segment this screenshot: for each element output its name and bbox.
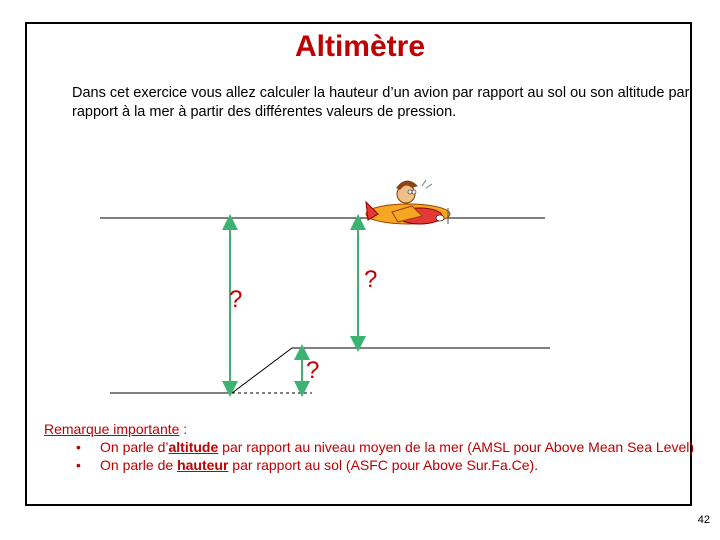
airplane-icon — [366, 180, 450, 224]
bullet-icon: • — [76, 439, 81, 455]
bullet-icon: • — [76, 457, 81, 473]
remark-keyword-altitude: altitude — [168, 439, 219, 455]
remark-heading-label: Remarque importante — [44, 421, 180, 437]
question-mark-ground: ? — [306, 357, 320, 384]
slide-title: Altimètre — [294, 30, 426, 63]
remark-heading-colon: : — [179, 421, 188, 437]
remark-item-prefix: On parle d’ — [100, 439, 169, 455]
page-number: 42 — [697, 514, 710, 526]
remark-item-suffix: par rapport au sol (ASFC pour Above Sur.Fa.Ce). — [228, 457, 539, 473]
remark-item-suffix: par rapport au niveau moyen de la mer (AMSL pour Above Mean Sea Level) — [218, 439, 695, 455]
question-mark-left: ? — [229, 286, 243, 313]
remark-item-hauteur — [44, 456, 694, 474]
remark-item-altitude — [44, 438, 694, 456]
remark-keyword-hauteur: hauteur — [177, 457, 229, 473]
terrain-line — [110, 348, 550, 393]
intro-text: Dans cet exercice vous allez calculer la hauteur d’un avion par rapport au sol ou son altitude par rapport à la mer à partir des différentes valeurs de pression. — [72, 85, 690, 120]
important-remark — [44, 420, 694, 474]
remark-item-prefix: On parle de — [100, 457, 178, 473]
remark-heading — [44, 420, 694, 438]
remark-list — [44, 438, 694, 474]
question-mark-height: ? — [364, 266, 378, 293]
